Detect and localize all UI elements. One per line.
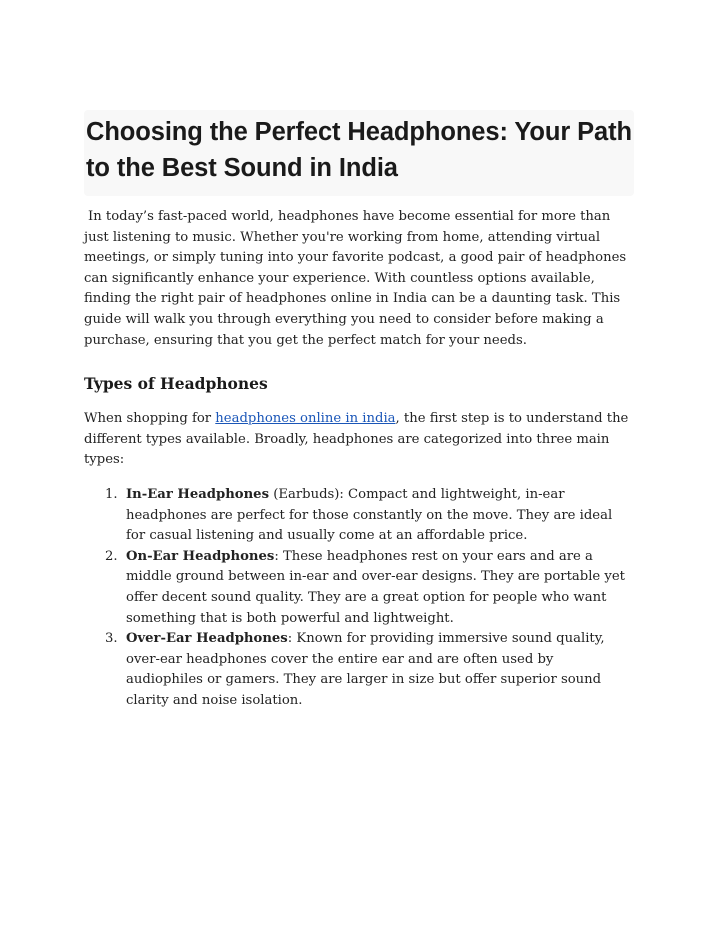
- list-item-text: : These headphones rest on your ears and are a middle ground between in-ear and over-ear designs. They are portable yet offer decent sound quality. They are a great option for people who want something that is both powerful and lightweight.: [126, 548, 625, 626]
- list-item: [84, 629, 632, 711]
- headphone-types-list: [84, 485, 632, 712]
- list-item-text: (Earbuds): Compact and lightweight, in-ear headphones are perfect for those constantly on the move. They are ideal for casual listening and usually come at an affordable price.: [126, 486, 613, 544]
- list-item: [84, 485, 632, 547]
- list-item-text: : Known for providing immersive sound quality, over-ear headphones cover the entire ear and are often used by audiophiles or gamers. They are larger in size but offer superior sound clarity and noise isolation.: [126, 631, 605, 708]
- list-item: [84, 547, 632, 629]
- page-title: Choosing the Perfect Headphones: Your Path to the Best Sound in India: [86, 118, 633, 182]
- section-intro-text-before: When shopping for: [84, 411, 216, 427]
- section-intro-text-after: , the first step is to understand the different types available. Broadly, headphones are categorized into three main types:: [84, 411, 629, 468]
- list-item-title: Over-Ear Headphones: [126, 631, 288, 647]
- list-item-number: 2.: [105, 548, 118, 564]
- list-item-number: 3.: [105, 631, 118, 647]
- list-item-title: In-Ear Headphones: [126, 486, 269, 502]
- list-item-number: 1.: [105, 486, 118, 502]
- document-page: [84, 110, 632, 711]
- headphones-online-link[interactable]: headphones online in india: [215, 411, 396, 427]
- section-intro-paragraph: [84, 409, 632, 471]
- section-heading: Types of Headphones: [84, 374, 268, 394]
- title-block: [84, 110, 634, 196]
- list-item-title: On-Ear Headphones: [126, 548, 275, 564]
- intro-paragraph: In today’s fast-paced world, headphones have become essential for more than just listening to music. Whether you're working from home, attending virtual meetings, or simply tuning into your favorite podcast, a good pair of headphones can significantly enhance your experience. With countless options available, finding the right pair of headphones online in India can be a daunting task. This guide will walk you through everything you need to consider before making a purchase, ensuring that you get the perfect match for your needs.: [84, 209, 627, 348]
